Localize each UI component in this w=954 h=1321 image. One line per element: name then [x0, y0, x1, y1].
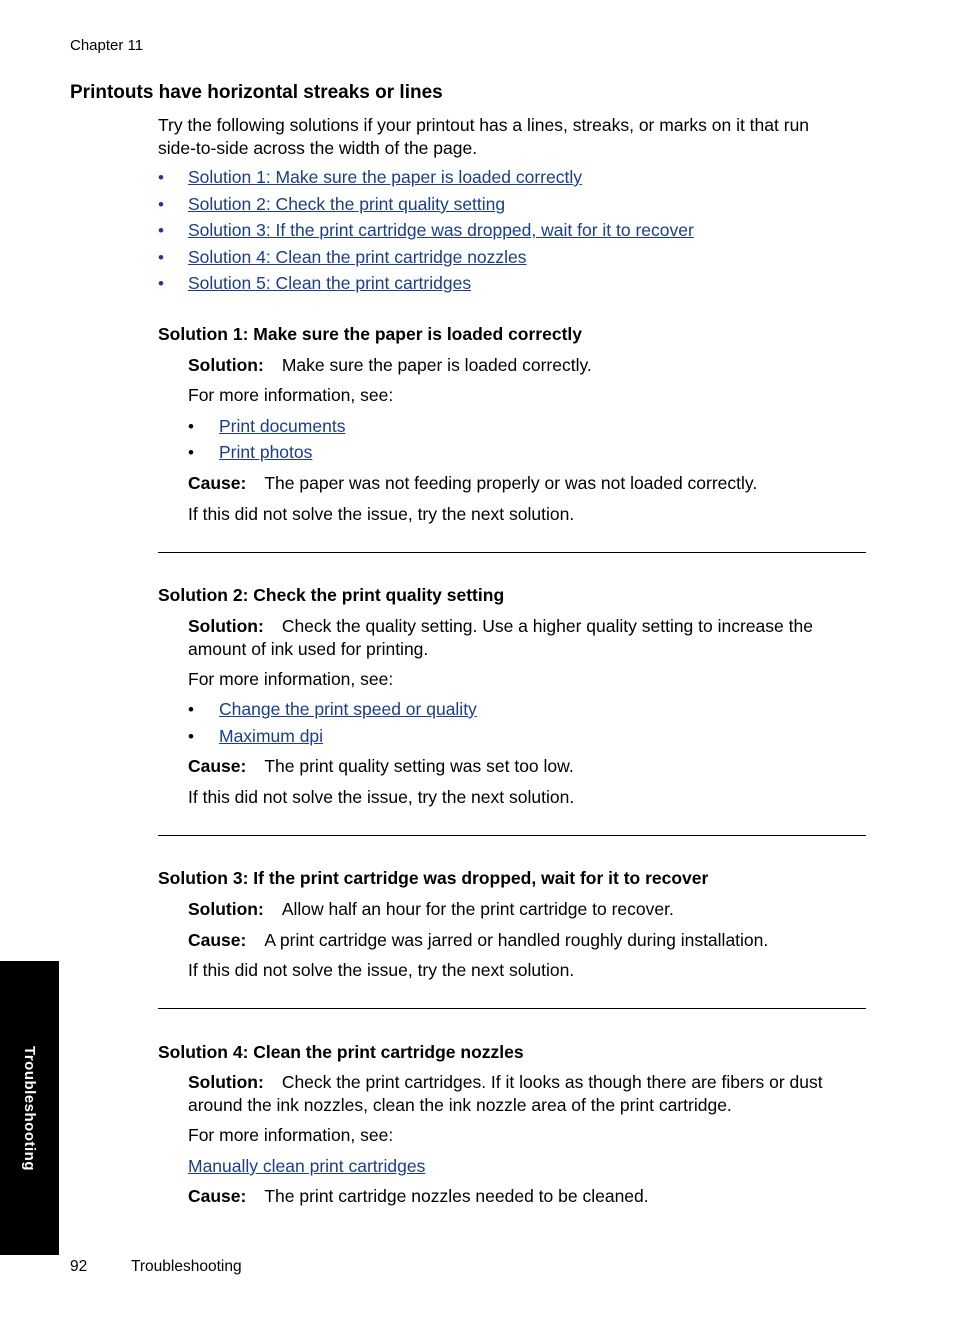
- next-solution-text: If this did not solve the issue, try the next solution.: [188, 504, 575, 524]
- solution-4-text: [188, 1071, 868, 1117]
- solution-2-text: [188, 615, 858, 661]
- footer-title: Troubleshooting: [131, 1258, 242, 1275]
- solution-1-text: [188, 354, 592, 377]
- section-divider: [158, 835, 866, 836]
- bullet-icon: •: [188, 443, 194, 462]
- solution-3-body: Allow half an hour for the print cartridge to recover.: [281, 899, 674, 919]
- bullet-icon: •: [158, 195, 164, 214]
- link-maximum-dpi[interactable]: Maximum dpi: [219, 726, 324, 746]
- side-tab-label: Troubleshooting: [21, 1045, 38, 1171]
- toc-link-solution-5[interactable]: Solution 5: Clean the print cartridges: [188, 273, 472, 293]
- toc-link-solution-2[interactable]: Solution 2: Check the print quality setting: [188, 194, 506, 214]
- more-info-text: For more information, see:: [188, 1125, 394, 1145]
- link-manually-clean-cartridges[interactable]: Manually clean print cartridges: [188, 1156, 426, 1176]
- cause-4-body: The print cartridge nozzles needed to be cleaned.: [264, 1186, 649, 1206]
- toc-link-solution-1[interactable]: Solution 1: Make sure the paper is loaded correctly: [188, 167, 582, 187]
- solution-3-text: [188, 898, 674, 921]
- more-info-text: For more information, see:: [188, 669, 394, 689]
- cause-2-text: [188, 755, 574, 778]
- bullet-icon: •: [158, 274, 164, 293]
- toc-link-solution-3[interactable]: Solution 3: If the print cartridge was dropped, wait for it to recover: [188, 220, 694, 240]
- link-change-print-speed[interactable]: Change the print speed or quality: [219, 699, 477, 719]
- toc-link-solution-4[interactable]: Solution 4: Clean the print cartridge nozzles: [188, 247, 527, 267]
- cause-label: Cause:: [188, 473, 247, 493]
- cause-1-text: [188, 472, 757, 495]
- bullet-icon: •: [188, 700, 194, 719]
- solution-label: Solution:: [188, 899, 264, 919]
- side-tab: [0, 961, 59, 1255]
- solution-label: Solution:: [188, 1072, 264, 1092]
- page-title: Printouts have horizontal streaks or lines: [70, 82, 443, 103]
- link-print-photos[interactable]: Print photos: [219, 442, 313, 462]
- next-solution-text: If this did not solve the issue, try the next solution.: [188, 787, 575, 807]
- cause-2-body: The print quality setting was set too low.: [264, 756, 574, 776]
- cause-3-text: [188, 929, 768, 952]
- solution-label: Solution:: [188, 355, 264, 375]
- cause-3-body: A print cartridge was jarred or handled roughly during installation.: [264, 930, 769, 950]
- solution-1-body: Make sure the paper is loaded correctly.: [281, 355, 592, 375]
- bullet-icon: •: [158, 221, 164, 240]
- section-title-solution-1: Solution 1: Make sure the paper is loaded correctly: [158, 324, 583, 344]
- bullet-icon: •: [188, 727, 194, 746]
- solution-2-body: Check the quality setting. Use a higher quality setting to increase the amount of ink used for printing.: [188, 616, 813, 659]
- section-divider: [158, 1008, 866, 1009]
- cause-label: Cause:: [188, 1186, 247, 1206]
- cause-1-body: The paper was not feeding properly or was not loaded correctly.: [264, 473, 758, 493]
- cause-label: Cause:: [188, 930, 247, 950]
- bullet-icon: •: [158, 248, 164, 267]
- section-title-solution-3: Solution 3: If the print cartridge was dropped, wait for it to recover: [158, 868, 709, 888]
- section-divider: [158, 552, 866, 553]
- section-title-solution-2: Solution 2: Check the print quality setting: [158, 585, 505, 605]
- page-number: 92: [70, 1258, 88, 1275]
- section-title-solution-4: Solution 4: Clean the print cartridge nozzles: [158, 1042, 524, 1062]
- cause-label: Cause:: [188, 756, 247, 776]
- bullet-icon: •: [158, 168, 164, 187]
- more-info-text: For more information, see:: [188, 385, 394, 405]
- solution-label: Solution:: [188, 616, 264, 636]
- next-solution-text: If this did not solve the issue, try the next solution.: [188, 960, 575, 980]
- cause-4-text: [188, 1185, 649, 1208]
- solution-4-body: Check the print cartridges. If it looks as though there are fibers or dust around the ink nozzles, clean the ink nozzle area of the print cartridge.: [188, 1072, 823, 1115]
- link-print-documents[interactable]: Print documents: [219, 416, 346, 436]
- chapter-header: Chapter 11: [70, 37, 144, 54]
- intro-text: Try the following solutions if your printout has a lines, streaks, or marks on it that run side-to-side across the width of the page.: [158, 115, 810, 158]
- bullet-icon: •: [188, 417, 194, 436]
